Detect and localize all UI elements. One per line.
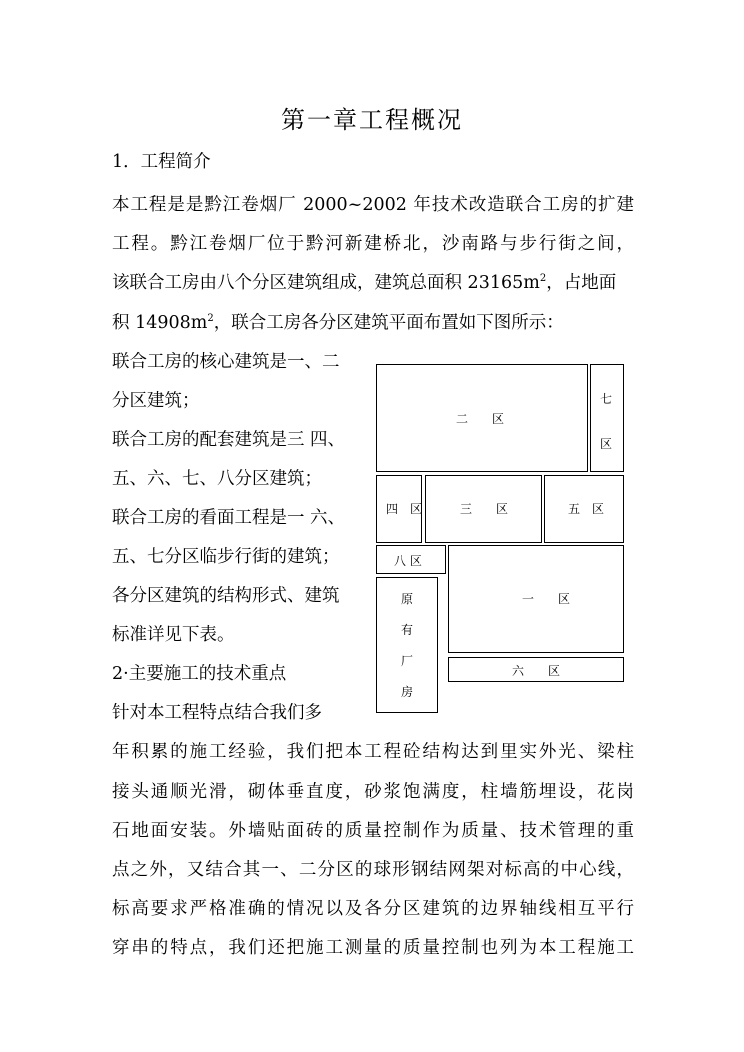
page-title: 第一章工程概况 (281, 106, 463, 134)
old-plant-label-3: 厂 (401, 654, 414, 668)
zone-1-label: 一 区 (522, 592, 571, 606)
body-line-1: 年积累的施工经验，我们把本工程砼结构达到里实外光、梁柱 (112, 742, 634, 762)
old-plant-label-1: 原 (401, 592, 414, 606)
intro-line-3 (112, 271, 616, 295)
zone-8-label: 八 区 (394, 554, 422, 568)
left-line-2: 分区建筑； (112, 391, 200, 411)
body-line-3: 石地面安装。外墙贴面砖的质量控制作为质量、技术管理的重 (112, 821, 634, 841)
body-line-6: 穿串的特点，我们还把施工测量的质量控制也列为本工程施工 (112, 938, 634, 958)
zone-4-label: 四 区 (386, 502, 423, 516)
body-line-2: 接头通顺光滑，砌体垂直度，砂浆饱满度，柱墙筋埋设，花岗 (112, 782, 634, 802)
section2-first-line: 针对本工程特点结合我们多 (112, 703, 322, 723)
intro-line-3b: ，占地面 (546, 273, 617, 293)
zone-5-label: 五 区 (568, 502, 605, 516)
zone-7-label-bottom: 区 (600, 437, 613, 451)
superscript: 2 (539, 273, 547, 284)
left-line-8: 标准详见下表。 (112, 625, 235, 645)
zone-7 (590, 364, 624, 472)
section2-heading: 2·主要施工的技术重点 (112, 664, 287, 684)
left-line-3: 联合工房的配套建筑是三 四、 (112, 430, 346, 450)
zone-7-label-top: 七 (600, 392, 613, 406)
left-line-6: 五、七分区临步行街的建筑； (112, 547, 340, 567)
left-line-7: 各分区建筑的结构形式、建筑 (112, 586, 340, 606)
intro-line-3a: 该联合工房由八个分区建筑组成，建筑总面积 23165m (112, 273, 540, 293)
zone-6-label: 六 区 (512, 664, 561, 678)
old-plant-label-2: 有 (401, 623, 414, 637)
zone-3-label: 三 区 (460, 502, 509, 516)
left-line-4: 五、六、七、八分区建筑； (112, 469, 322, 489)
left-line-1: 联合工房的核心建筑是一、二 (112, 352, 340, 372)
intro-line-2: 工程。黔江卷烟厂位于黔河新建桥北，沙南路与步行街之间， (112, 234, 634, 254)
section1-heading: 1．工程简介 (112, 152, 211, 172)
intro-line-4b: ，联合工房各分区建筑平面布置如下图所示： (213, 313, 564, 333)
intro-line-1: 本工程是是黔江卷烟厂 2000~2002 年技术改造联合工房的扩建 (112, 195, 634, 215)
body-line-4: 点之外，又结合其一、二分区的球形钢结网架对标高的中心线， (112, 860, 634, 880)
body-line-5: 标高要求严格准确的情况以及各分区建筑的边界轴线相互平行 (112, 899, 634, 919)
left-line-5: 联合工房的看面工程是一 六、 (112, 508, 346, 528)
zone-2-label: 二 区 (456, 412, 505, 426)
old-plant-label-4: 房 (401, 685, 414, 699)
intro-line-4 (112, 311, 564, 335)
superscript-2: 2 (207, 313, 214, 324)
intro-line-4a: 积 14908m (112, 313, 208, 333)
